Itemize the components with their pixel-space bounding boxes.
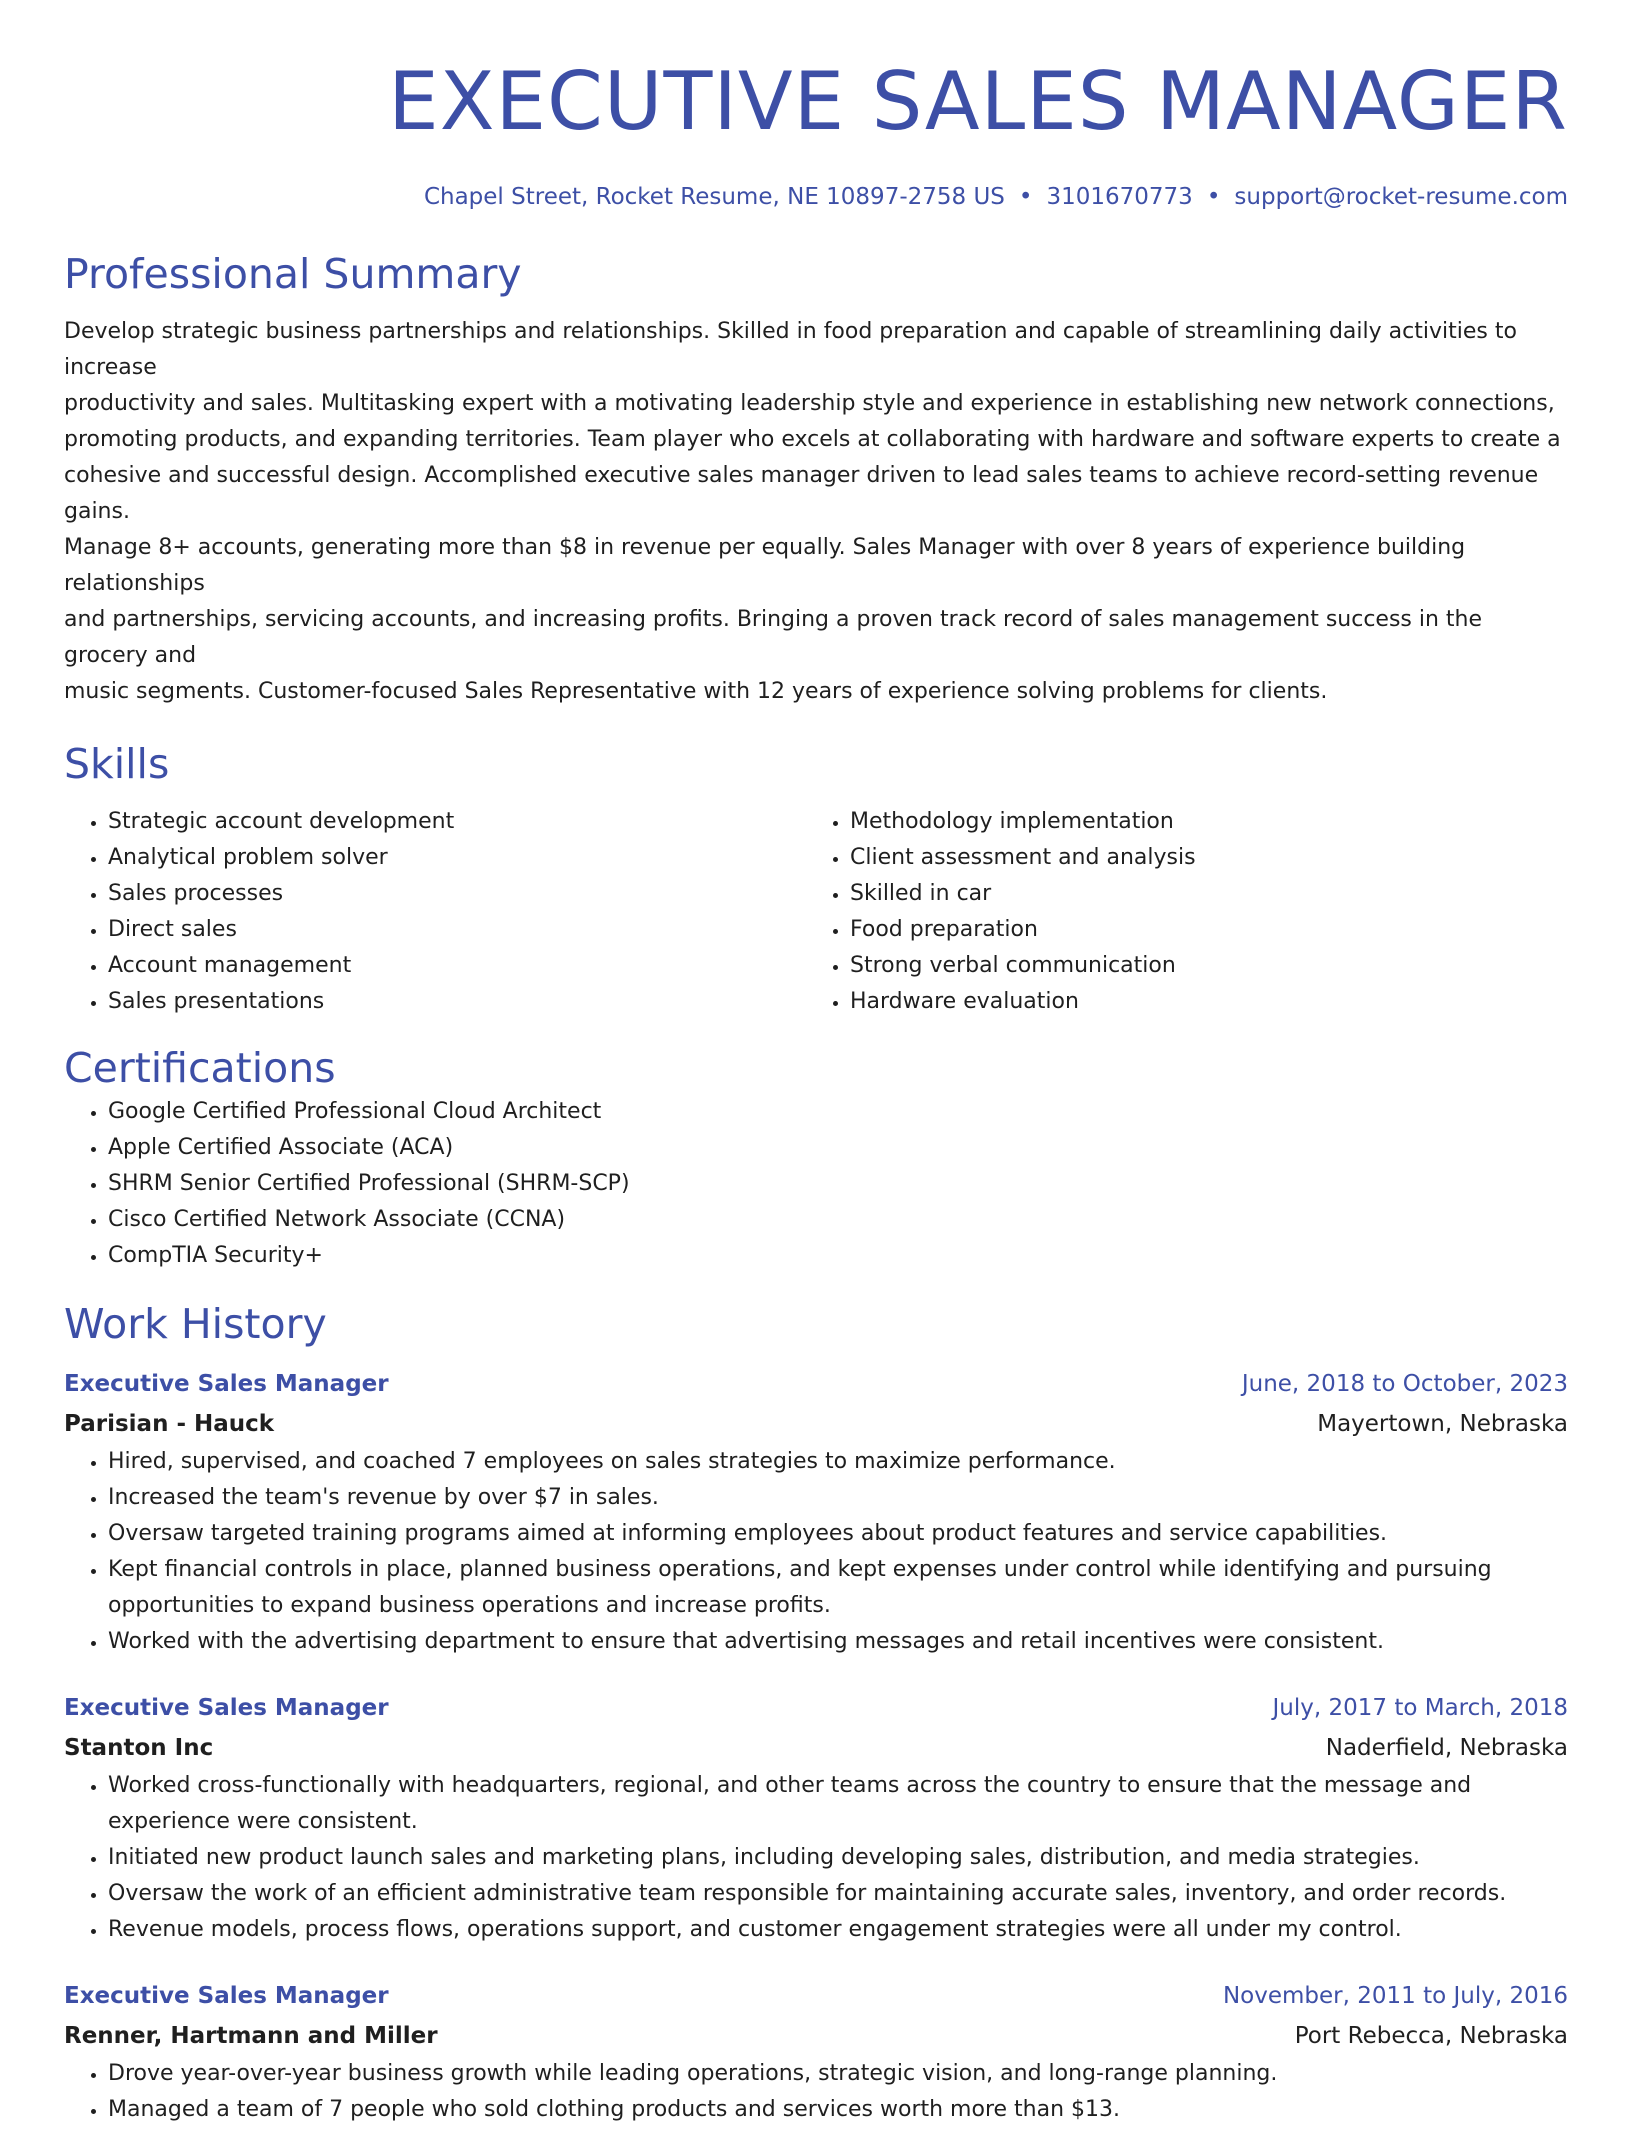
summary-text: Develop strategic business partnerships and relationships. Skilled in food preparation and capable of streamlining daily activities to increase productivity and sales. Multitasking expert with a motivating leadership style and experience in establishing new network connections, promoting products, and expanding territories. Team player who excels at collaborating with hardware and software experts to create a cohesive and successful design. Accomplished executive sales manager driven to lead sales teams to achieve record-setting revenue gains. Manage 8+ accounts, generating more than $8 in revenue per equally. Sales Manager with over 8 years of experience building relationships and partnerships, servicing accounts, and increasing profits. Bringing a proven track record of sales management success in the grocery and music segments. Customer-focused Sales Representative with 12 years of experience solving problems for clients.	[64, 319, 1561, 704]
certifications-list	[64, 1094, 1568, 1274]
job-bullet: • Kept financial controls in place, planned business operations, and kept expenses under control while identifying and pursuing opportunities to expand business operations and increase profits.	[108, 1552, 1568, 1624]
contact-separator: •	[1018, 184, 1033, 210]
skill-item: • Skilled in car	[850, 876, 1548, 912]
certification-item: • Google Certified Professional Cloud Architect	[108, 1094, 1568, 1130]
skill-item: • Strategic account development	[108, 804, 806, 840]
skill-item: • Sales processes	[108, 876, 806, 912]
job-bullet: • Managed a team of 7 people who sold clothing products and services worth more than $13.	[108, 2092, 1568, 2128]
summary-heading: Professional Summary	[64, 250, 522, 298]
job-company-row	[64, 1404, 1568, 1444]
job-title: Executive Sales Manager	[64, 1371, 389, 1397]
skills-grid	[64, 804, 1568, 1020]
job-company-row	[64, 2016, 1568, 2056]
job-entry	[64, 1688, 1568, 1948]
job-company: Stanton Inc	[64, 1735, 214, 1761]
skill-item: • Client assessment and analysis	[850, 840, 1548, 876]
certifications-heading: Certifications	[64, 1044, 336, 1092]
job-dates: July, 2017 to March, 2018	[1272, 1695, 1568, 1721]
certification-item: • CompTIA Security+	[108, 1238, 1568, 1274]
skills-heading: Skills	[64, 740, 170, 788]
job-bullet: • Increased the team's revenue by over $7 in sales.	[108, 1480, 1568, 1516]
skill-item: • Food preparation	[850, 912, 1548, 948]
contact-line	[64, 180, 1568, 214]
contact-separator: •	[1206, 184, 1221, 210]
skill-item: • Strong verbal communication	[850, 948, 1548, 984]
skill-item: • Analytical problem solver	[108, 840, 806, 876]
job-header-row	[64, 1976, 1568, 2016]
contact-phone: 3101670773	[1046, 184, 1193, 210]
job-location: Port Rebecca, Nebraska	[1294, 2023, 1568, 2049]
job-company: Renner, Hartmann and Miller	[64, 2023, 438, 2049]
job-bullet: • Worked with the advertising department to ensure that advertising messages and retail incentives were consistent.	[108, 1624, 1568, 1660]
job-company-row	[64, 1728, 1568, 1768]
job-bullets	[64, 1444, 1568, 1660]
certification-item: • SHRM Senior Certified Professional (SHRM-SCP)	[108, 1166, 1568, 1202]
skills-list-left	[64, 804, 806, 1020]
job-company: Parisian - Hauck	[64, 1411, 275, 1437]
contact-address: Chapel Street, Rocket Resume, NE 10897-2758 US	[423, 184, 1005, 210]
job-bullet: • Oversaw targeted training programs aimed at informing employees about product features and service capabilities.	[108, 1516, 1568, 1552]
certification-item: • Apple Certified Associate (ACA)	[108, 1130, 1568, 1166]
job-bullet: • Worked cross-functionally with headquarters, regional, and other teams across the country to ensure that the message and experience were consistent.	[108, 1768, 1568, 1840]
job-bullet: • Oversaw the work of an efficient administrative team responsible for maintaining accurate sales, inventory, and order records.	[108, 1876, 1568, 1912]
job-header-row	[64, 1688, 1568, 1728]
work-history-heading: Work History	[64, 1300, 327, 1348]
skills-list-right	[806, 804, 1548, 1020]
skill-item: • Hardware evaluation	[850, 984, 1548, 1020]
job-location: Naderfield, Nebraska	[1325, 1735, 1568, 1761]
job-dates: June, 2018 to October, 2023	[1241, 1371, 1568, 1397]
job-bullets	[64, 2056, 1568, 2128]
skills-column-right	[806, 804, 1548, 1020]
job-entry	[64, 1364, 1568, 1660]
job-dates: November, 2011 to July, 2016	[1222, 1983, 1568, 2009]
skills-column-left	[64, 804, 806, 1020]
skill-item: • Sales presentations	[108, 984, 806, 1020]
job-header-row	[64, 1364, 1568, 1404]
job-bullet: • Revenue models, process flows, operations support, and customer engagement strategies were all under my control.	[108, 1912, 1568, 1948]
job-title: Executive Sales Manager	[64, 1983, 389, 2009]
contact-email[interactable]: support@rocket-resume.com	[1234, 184, 1568, 210]
resume-title: EXECUTIVE SALES MANAGER	[388, 55, 1568, 148]
job-bullets	[64, 1768, 1568, 1948]
job-title: Executive Sales Manager	[64, 1695, 389, 1721]
skill-item: • Direct sales	[108, 912, 806, 948]
job-bullet: • Initiated new product launch sales and marketing plans, including developing sales, distribution, and media strategies.	[108, 1840, 1568, 1876]
skill-item: • Methodology implementation	[850, 804, 1548, 840]
job-entry	[64, 1976, 1568, 2128]
job-bullet: • Drove year-over-year business growth while leading operations, strategic vision, and long-range planning.	[108, 2056, 1568, 2092]
certification-item: • Cisco Certified Network Associate (CCNA)	[108, 1202, 1568, 1238]
job-location: Mayertown, Nebraska	[1317, 1411, 1568, 1437]
job-bullet: • Hired, supervised, and coached 7 employees on sales strategies to maximize performance.	[108, 1444, 1568, 1480]
skill-item: • Account management	[108, 948, 806, 984]
